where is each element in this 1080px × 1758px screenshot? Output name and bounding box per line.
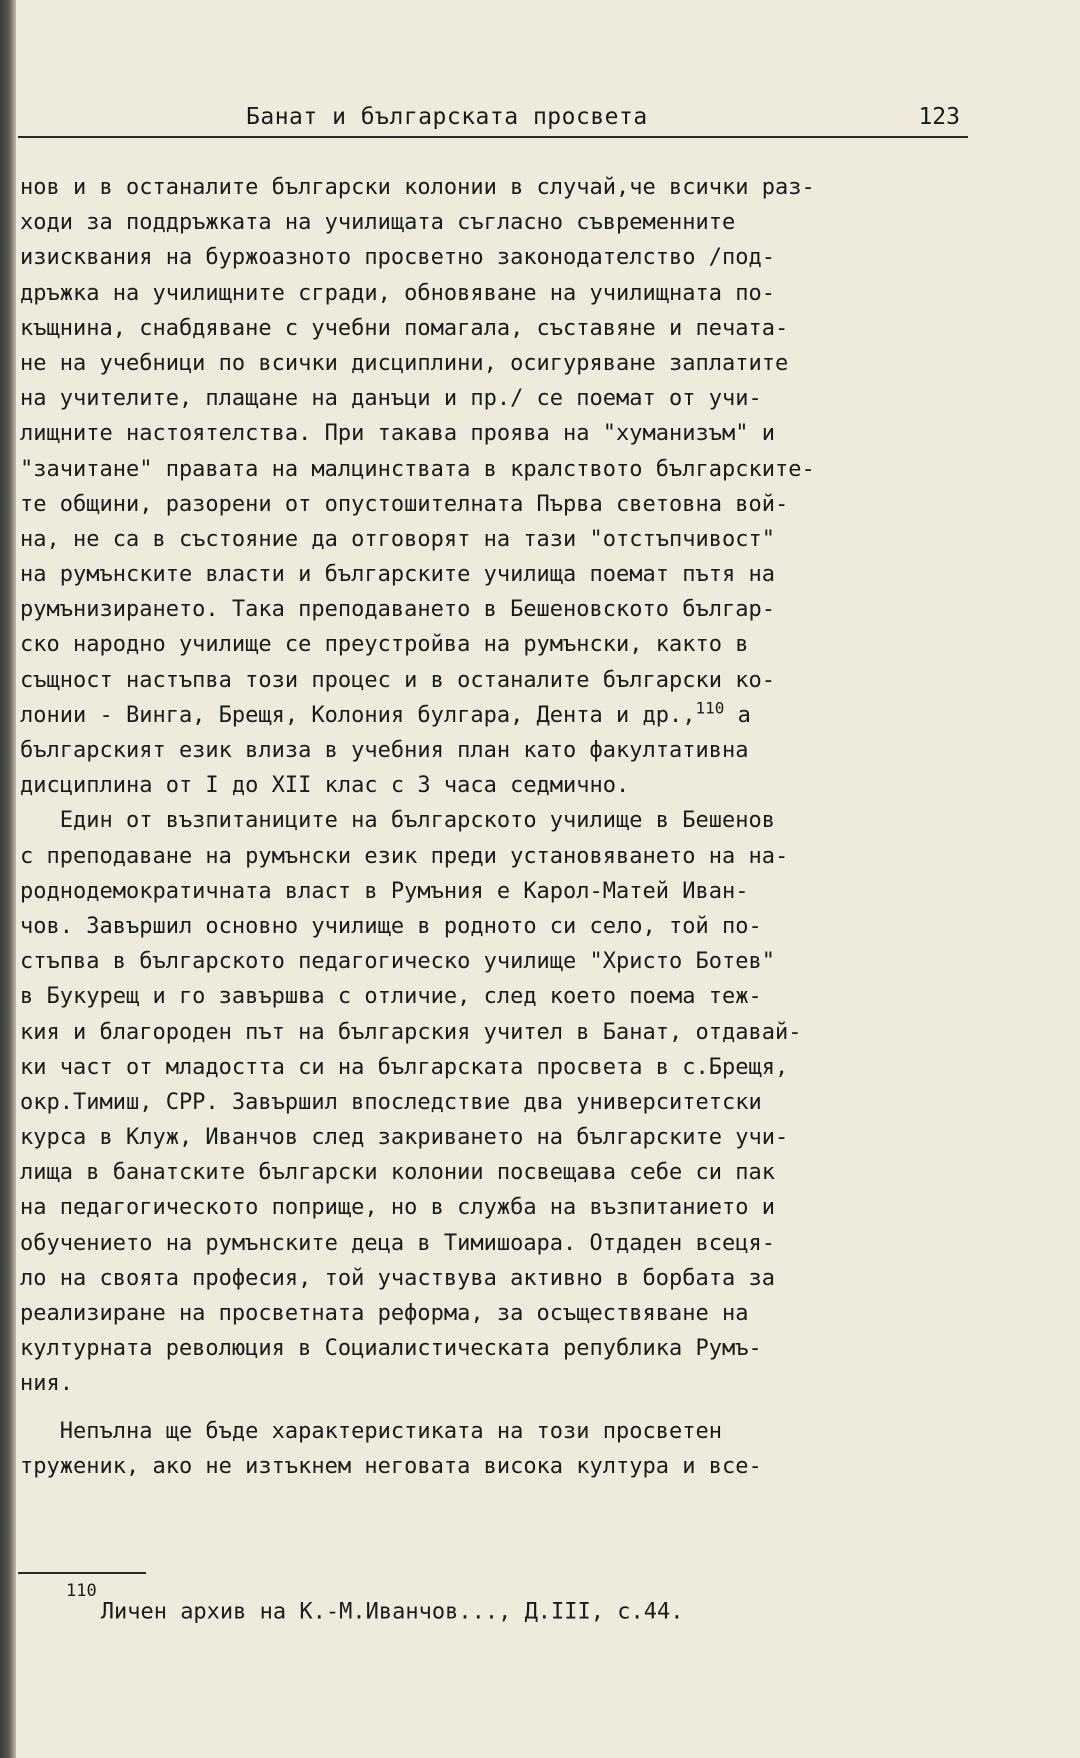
text-line: Непълна ще бъде характеристиката на този просветен xyxy=(20,1418,722,1444)
text-line: изисквания на буржоазното просветно законодателство /под- xyxy=(20,245,775,271)
text-line: труженик, ако не изтъкнем неговата висока култура и все- xyxy=(20,1453,762,1479)
text-line: на румънските власти и българските училища поемат пътя на xyxy=(20,562,775,588)
text-line: те общини, разорени от опустошителната Първа световна вой- xyxy=(20,491,789,517)
text-line: на учителите, плащане на данъци и пр./ се поемат от учи- xyxy=(20,386,762,412)
footnote xyxy=(66,1581,684,1627)
text-line: чов. Завършил основно училище в родното си село, той по- xyxy=(20,913,762,939)
text-line: къщнина, снабдяване с учебни помагала, съставяне и печата- xyxy=(20,315,789,341)
text-line: кия и благороден път на българския учител в Банат, отдавай- xyxy=(20,1019,802,1045)
text-line-with-footnote-ref xyxy=(20,698,980,733)
page-number: 123 xyxy=(918,104,960,130)
paragraph-2 xyxy=(20,803,980,1401)
text-line: нов и в останалите български колонии в случай,че всички раз- xyxy=(20,175,815,200)
text-line: ния. xyxy=(20,1371,73,1397)
text-line: дисциплина от I до XII клас с 3 часа седмично. xyxy=(20,773,630,799)
text-line: ско народно училище се преустройва на румънски, както в xyxy=(20,632,749,658)
text-line: на, не са в състояние да отговорят на тази "отстъпчивост" xyxy=(20,526,775,552)
text-line: Един от възпитаниците на българското училище в Бешенов xyxy=(20,808,775,834)
text-line: "зачитане" правата на малцинствата в кралството българските- xyxy=(20,456,815,482)
text-line: българският език влиза в учебния план като факултативна xyxy=(20,738,749,763)
body-text xyxy=(20,170,980,1484)
book-binding-edge xyxy=(0,0,16,1758)
text-line: на педагогическото поприще, но в служба на възпитанието и xyxy=(20,1195,775,1221)
paragraph-1 xyxy=(20,170,980,803)
page-header xyxy=(18,100,968,138)
text-line: същност настъпва този процес и в останалите български ко- xyxy=(20,667,775,693)
text-line: ходи за поддръжката на училищата съгласно съвременните xyxy=(20,210,736,236)
text-line: лища в банатските български колонии посвещава себе си пак xyxy=(20,1160,775,1186)
text-segment: а xyxy=(724,702,751,728)
text-line: курса в Клуж, Иванчов след закриването на българските учи- xyxy=(20,1125,789,1151)
text-line: ло на своята професия, той участвува активно в борбата за xyxy=(20,1265,775,1291)
text-line: окр.Тимиш, СРР. Завършил впоследствие два университетски xyxy=(20,1089,762,1115)
running-title: Банат и българската просвета xyxy=(246,104,648,130)
footnote-separator xyxy=(18,1572,146,1574)
text-line: дръжка на училищните сгради, обновяване на училищната по- xyxy=(20,280,775,306)
footnote-reference[interactable]: 110 xyxy=(695,698,725,718)
paragraph-gap xyxy=(20,1402,980,1414)
text-line: с преподаване на румънски език преди установяването на на- xyxy=(20,843,789,869)
text-line: лищните настоятелства. При такава проява на "хуманизъм" и xyxy=(20,421,775,447)
text-line: в Букурещ и го завършва с отличие, след което поема теж- xyxy=(20,984,762,1010)
text-segment: лонии - Винга, Брещя, Колония булгара, Дента и др., xyxy=(20,702,696,728)
text-line: обучението на румънските деца в Тимишоара. Отдаден всеця- xyxy=(20,1230,775,1256)
text-line: стъпва в българското педагогическо училище "Христо Ботев" xyxy=(20,949,775,975)
text-line: културната революция в Социалистическата република Румъ- xyxy=(20,1336,762,1362)
footnote-number: 110 xyxy=(66,1581,97,1601)
text-line: роднодемократичната власт в Румъния е Карол-Матей Иван- xyxy=(20,878,749,904)
text-line: реализиране на просветната реформа, за осъществяване на xyxy=(20,1301,749,1326)
text-line: ки част от младостта си на българската просвета в с.Брещя, xyxy=(20,1054,789,1080)
paragraph-3 xyxy=(20,1414,980,1484)
footnote-text: Личен архив на К.-М.Иванчов..., Д.III, с.44. xyxy=(100,1599,684,1625)
text-line: не на учебници по всички дисциплини, осигуряване заплатите xyxy=(20,350,789,376)
text-line: румънизирането. Така преподаването в Бешеновското българ- xyxy=(20,597,775,623)
